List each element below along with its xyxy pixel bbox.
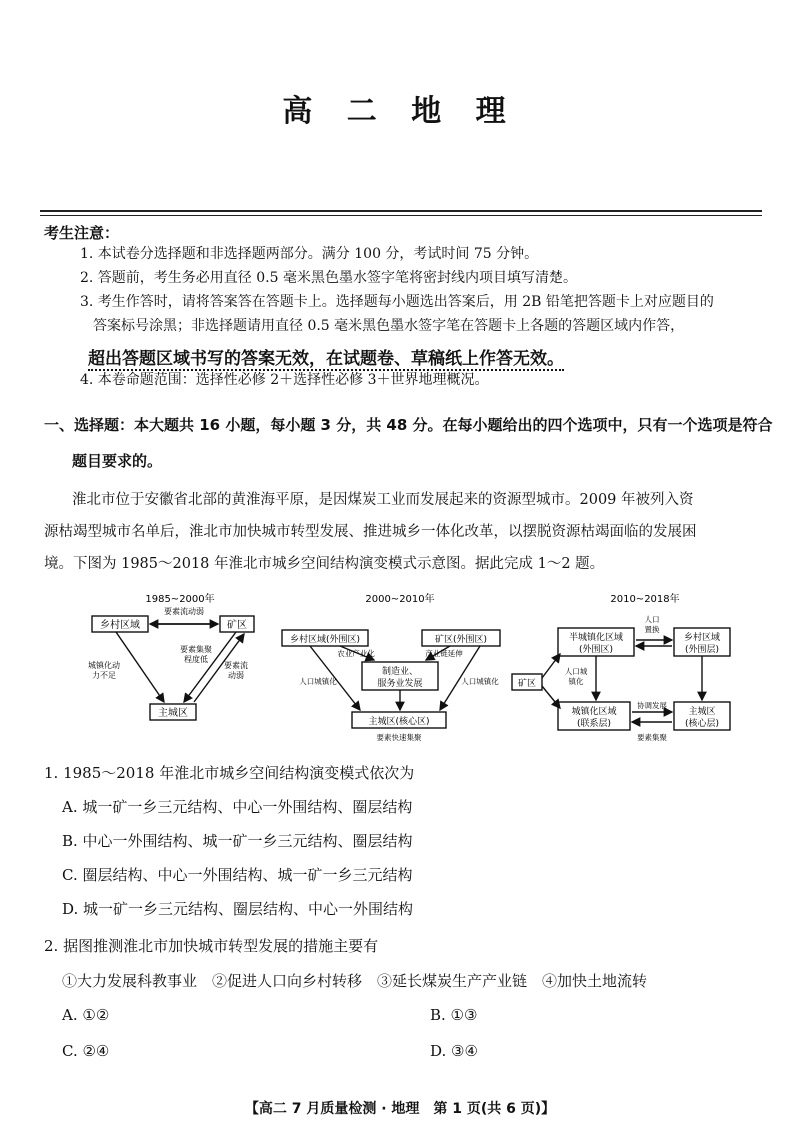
page-title: 高 二 地 理 [282,94,518,129]
question-2-stem: 2. 据图推测淮北市加快城市转型发展的措施主要有 [44,937,379,955]
section-heading: 一、选择题：本大题共 16 小题，每小题 3 分，共 48 分。在每小题给出的四个选项中，只有一个选项是符合 [44,416,773,434]
passage-line: 淮北市位于安徽省北部的黄淮海平原，是因煤炭工业而发展起来的资源型城市。2009 年被列入资 [72,492,694,508]
p3-arrow [542,654,560,678]
q2-choices: ①大力发展科教事业 ②促进人口向乡村转移 ③延长煤炭生产产业链 ④加快土地流转 [62,972,648,990]
p1-left-flow: 力不足 [92,671,116,680]
q1-option-b[interactable]: B. 中心一外围结构、城一矿一乡三元结构、圈层结构 [62,832,413,850]
p2-mfg-label: 服务业发展 [377,679,423,689]
p1-left-flow: 城镇化动 [88,661,120,670]
p3-rural-label: 乡村区域 [683,633,721,643]
p1-right-flow: 要素流 [224,661,248,670]
p1-top-flow: 要素流动弱 [164,607,204,616]
p1-rural-label: 乡村区域 [100,620,140,631]
notice-item: 2. 答题前，考生务必用直径 0.5 毫米黑色墨水签字笔将密封线内项目填写清楚。 [80,270,577,286]
panel1-title: 1985~2000年 [145,594,215,605]
q2-option-b[interactable]: B. ①③ [430,1006,478,1024]
notice-item: 1. 本试卷分选择题和非选择题两部分。满分 100 分，考试时间 75 分钟。 [80,246,539,262]
spatial-structure-diagram [60,588,740,748]
notice-item: 答案标号涂黑；非选择题请用直径 0.5 毫米黑色墨水签字笔在答题卡上各题的答题区域内作答， [93,318,685,334]
p2-mine-label: 矿区(外围区) [434,635,488,645]
p2-main-label: 主城区(核心区) [368,717,430,727]
divider [40,215,762,216]
q1-option-a[interactable]: A. 城一矿一乡三元结构、中心一外围结构、圈层结构 [62,798,413,816]
panel3-title: 2010~2018年 [610,594,680,605]
q1-option-c[interactable]: C. 圈层结构、中心一外围结构、城一矿一乡三元结构 [62,866,413,884]
q2-option-a[interactable]: A. ①② [62,1006,110,1024]
p3-coord: 协调发展 [637,701,667,710]
p3-gather: 要素集聚 [637,733,667,742]
p3-mine-label: 矿区 [517,679,537,689]
p2-left-top: 农业产业化 [337,649,375,658]
p3-main-label: 主城区 [688,707,716,717]
notice-item: 3. 考生作答时，请将答案答在答题卡上。选择题每小题选出答案后，用 2B 铅笔把答题卡上对应题目的 [80,294,714,310]
p2-bottom: 要素快速集聚 [376,733,422,742]
p1-right-flow: 动弱 [228,671,244,680]
q2-option-c[interactable]: C. ②④ [62,1042,110,1060]
p3-pop-flow: 置换 [644,625,660,634]
p3-arrow [542,686,560,708]
p1-arrow [116,632,164,702]
p3-town-label: (联系层) [576,719,612,729]
p2-mfg-label: 制造业、 [381,667,419,677]
p3-rural-label: (外围层) [684,645,720,655]
p3-main-label: (核心层) [684,719,720,729]
notice-emphasis: 超出答题区域书写的答案无效，在试题卷、草稿纸上作答无效。 [88,349,564,369]
p1-mid-flow: 要素集聚 [180,645,212,654]
p3-semi-label: (外围区) [578,645,614,655]
notice-heading: 考生注意： [44,224,120,242]
p3-town-label: 城镇化区域 [571,707,617,717]
section-heading-cont: 题目要求的。 [72,452,163,470]
p2-left-side: 人口城镇化 [299,677,337,686]
p2-rural-label: 乡村区域(外围区) [289,635,361,645]
question-1-stem: 1. 1985～2018 年淮北市城乡空间结构演变模式依次为 [44,764,415,782]
p3-pop-flow: 人口 [644,615,660,624]
p3-urban-label: 镇化 [568,677,584,686]
p2-right-top: 产业链延伸 [425,649,463,658]
divider [40,210,762,212]
p3-urban-label: 人口城 [564,667,588,676]
panel2-title: 2000~2010年 [365,594,435,605]
passage-line: 源枯竭型城市名单后，淮北市加快城市转型发展、推进城乡一体化改革，以摆脱资源枯竭面临的发展困 [44,524,697,540]
notice-item: 4. 本卷命题范围：选择性必修 2＋选择性必修 3＋世界地理概况。 [80,372,489,388]
p3-semi-label: 半城镇化区域 [568,633,624,643]
page-footer: 【高二 7 月质量检测 · 地理 第 1 页(共 6 页)】 [244,1101,556,1117]
p2-right-side: 人口城镇化 [461,677,499,686]
p1-mid-flow: 程度低 [184,655,208,664]
passage-line: 境。下图为 1985～2018 年淮北市城乡空间结构演变模式示意图。据此完成 1～2 题。 [44,556,605,572]
q1-option-d[interactable]: D. 城一矿一乡三元结构、圈层结构、中心一外围结构 [62,900,414,918]
p1-main-label: 主城区 [158,708,188,719]
q2-option-d[interactable]: D. ③④ [430,1042,478,1060]
p1-mine-label: 矿区 [227,620,247,631]
